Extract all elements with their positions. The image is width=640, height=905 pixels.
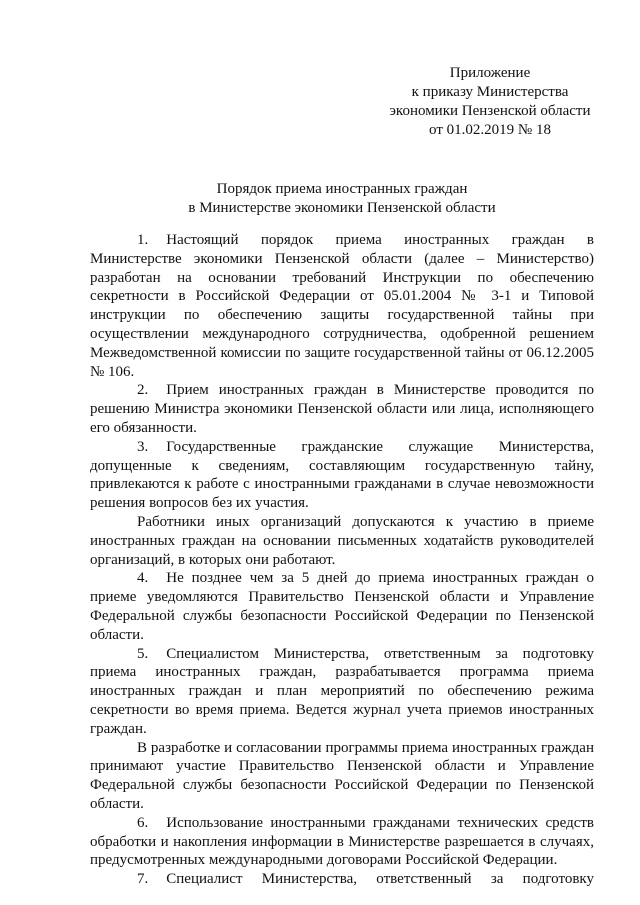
paragraph-text: Специалист Министерства, ответственный за подготовку xyxy=(166,871,594,888)
paragraph-text: Работники иных организаций допускаются к участию в приеме иностранных граждан на основании письменных ходатайств руководителей организаций, в которых они работают. xyxy=(90,513,594,568)
document-body xyxy=(90,231,594,889)
paragraph xyxy=(90,231,594,381)
paragraph xyxy=(90,438,594,513)
paragraph-text: Прием иностранных граждан в Министерстве проводится по решению Министра экономики Пензенской области или лица, исполняющего его обязанности. xyxy=(90,382,594,436)
paragraph-number: 2. xyxy=(137,382,149,399)
title-line: Порядок приема иностранных граждан xyxy=(216,181,468,197)
paragraph-number: 7. xyxy=(137,871,149,888)
header-line: Приложение xyxy=(449,65,531,81)
paragraph-number: 6. xyxy=(137,814,149,831)
paragraph-text: Использование иностранными гражданами технических средств обработки и накопления информации в Министерстве разрешается в случаях, предусмотренных международными договорами Российской Федерации. xyxy=(90,814,594,869)
paragraph xyxy=(90,870,594,889)
paragraph-number: 1. xyxy=(137,232,149,248)
paragraph xyxy=(90,739,594,814)
title-line: в Министерстве экономики Пензенской области xyxy=(188,200,496,216)
paragraph-number: 4. xyxy=(137,570,149,587)
paragraph-text: Настоящий порядок приема иностранных граждан в Министерстве экономики Пензенской области (далее – Министерство) разработан на основании требований Инструкции по обеспечению секретности в Российской Федерации от 05.01.2004 № 3-1 и Типовой инструкции по обеспечению защиты государственной тайны при осуществлении международного сотрудничества, одобренной решением Межведомственной комиссии по защите государственной тайны от 06.12.2005 № 106. xyxy=(90,232,594,380)
document-title xyxy=(90,180,594,218)
paragraph xyxy=(90,381,594,437)
header-line: от 01.02.2019 № 18 xyxy=(429,122,551,138)
paragraph-number: 5. xyxy=(137,645,149,662)
paragraph-number: 3. xyxy=(137,438,149,455)
paragraph xyxy=(90,569,594,644)
appendix-header xyxy=(380,64,600,140)
paragraph-text: Государственные гражданские служащие Министерства, допущенные к сведениям, составляющим государственную тайну, привлекаются к работе с иностранными гражданами в случае невозможности решения вопросов без их участия. xyxy=(90,438,594,512)
paragraph xyxy=(90,513,594,569)
paragraph-text: Не позднее чем за 5 дней до приема иностранных граждан о приеме уведомляются Правительство Пензенской области и Управление Федеральной службы безопасности Российской Федерации по Пензенской области. xyxy=(90,570,594,643)
paragraph xyxy=(90,814,594,870)
paragraph xyxy=(90,645,594,739)
paragraph-text: Специалистом Министерства, ответственным за подготовку приема иностранных граждан, разрабатывается программа приема иностранных граждан и план мероприятий по обеспечению режима секретности во время приема. Ведется журнал учета приемов иностранных граждан. xyxy=(90,645,594,737)
header-line: экономики Пензенской области xyxy=(389,103,591,119)
paragraph-text: В разработке и согласовании программы приема иностранных граждан принимают участие Правительство Пензенской области и Управление Федеральной службы безопасности Российской Федерации по Пензенской области. xyxy=(90,739,594,812)
header-line: к приказу Министерства xyxy=(411,84,569,100)
